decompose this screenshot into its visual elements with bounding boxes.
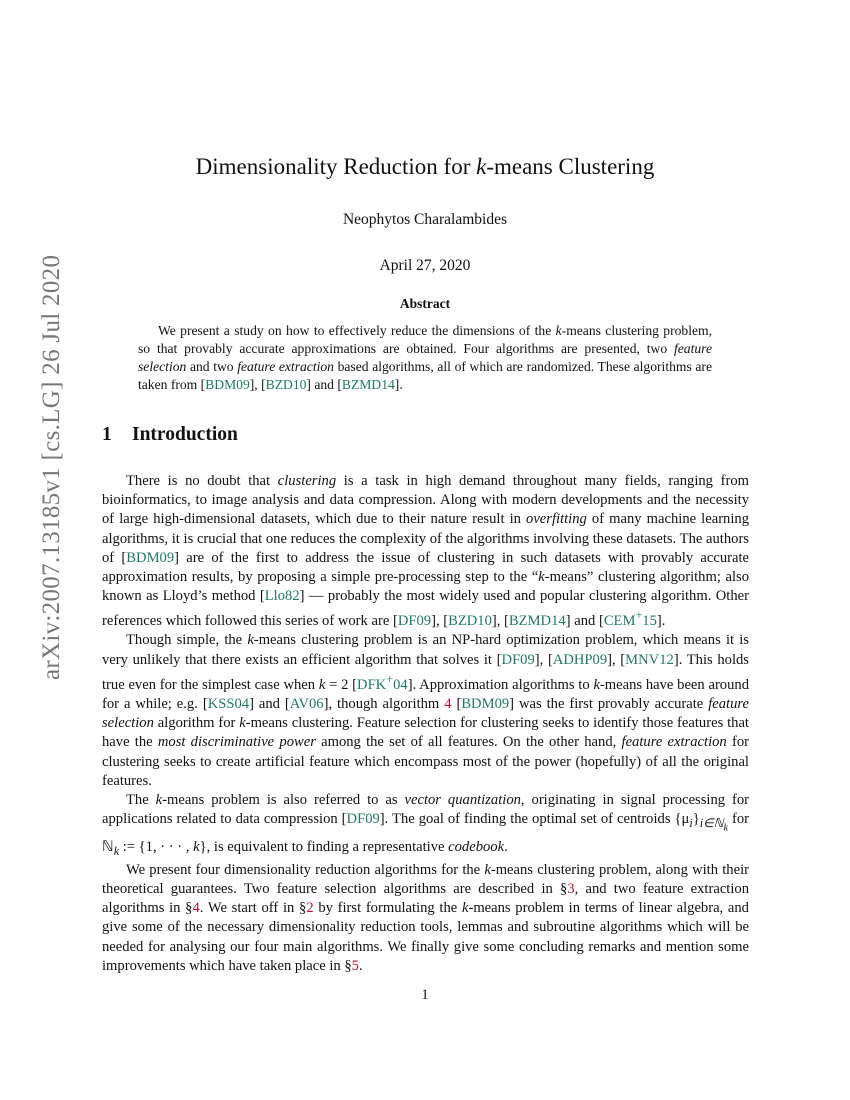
page-number: 1 bbox=[421, 987, 429, 1003]
citation-link[interactable]: BDM09 bbox=[205, 377, 250, 392]
author: Neophytos Charalambides bbox=[342, 211, 507, 228]
paragraph: Though simple, the k-means clustering problem is an NP-hard optimization problem, which means it is very unlikely that there exists an efficient algorithm that solves it [DF09], [ADHP09], [MNV12]. This holds true even for the simplest case when k = 2 [DFK+04]. Approximation algorithms to k-means have been around for a while; e.g. [KSS04] and [AV06], though algorithm 4 [BDM09] was the first provably accurate feature selection algorithm for k-means clustering. Feature selection for clustering seeks to identify those features that have the most discriminative power among the set of all features. On the other hand, feature extraction for clustering seeks to create artificial feature which encompass most of the power (hopefully) of all the original features. bbox=[102, 632, 749, 789]
citation-link[interactable]: DF09 bbox=[346, 811, 380, 828]
abstract-text: We present a study on how to effectively reduce the dimensions of the k-means clustering problem, so that provably accurate approximations are obtained. Four algorithms are presented, two feature selection and two feature extraction based algorithms, all of which are randomized. These algorithms are taken from [BDM09], [BZD10] and [BZMD14]. bbox=[138, 323, 712, 392]
math-index-set: ℕ$_k$ := {1, · · · , k} bbox=[102, 838, 207, 858]
citation-link[interactable]: BZD10 bbox=[448, 613, 492, 630]
citation-link[interactable]: BZMD14 bbox=[508, 613, 566, 630]
citation-link[interactable]: BZMD14 bbox=[341, 377, 395, 392]
citation-link[interactable]: AV06 bbox=[289, 695, 324, 712]
citation-link[interactable]: BZD10 bbox=[265, 377, 307, 392]
cross-reference-link[interactable]: 5 bbox=[351, 957, 359, 974]
cross-reference-link[interactable]: 3 bbox=[567, 881, 575, 898]
cross-reference-link[interactable]: 4 bbox=[444, 695, 452, 712]
citation-link[interactable]: DFK+04 bbox=[357, 671, 408, 693]
paragraph: There is no doubt that clustering is a task in high demand throughout many fields, ranging from bioinformatics, to image analysis and data compression. Along with modern developments and the necessity of large high-dimensional datasets, which due to their nature result in overfitting of many machine learning algorithms, it is crucial that one reduces the complexity of the algorithms involving these datasets. The authors of [BDM09] are of the first to address the issue of clustering in such datasets with provably accurate approximation results, by proposing a simple pre-processing step to the “k-means” clustering algorithm; also known as Lloyd’s method [Llo82] — probably the most widely used and popular clustering algorithm. Other references which followed this series of work are [DF09], [BZD10], [BZMD14] and [CEM+15]. bbox=[102, 473, 750, 630]
paper-title: Dimensionality Reduction for k-means Clustering bbox=[195, 154, 655, 179]
cross-reference-link[interactable]: 4 bbox=[192, 900, 200, 917]
paragraph: The k-means problem is also referred to as vector quantization, originating in signal processing for applications related to data compression [DF09]. The goal of finding the optimal set of centroids $\{\mu_i\}_{i\in ℕ_k}$ for ℕ$_k$ := {1, · · · , k}, is equivalent to finding a representative codebook. bbox=[102, 791, 750, 858]
abstract-heading: Abstract bbox=[399, 296, 451, 311]
citation-link[interactable]: DF09 bbox=[397, 613, 432, 630]
citation-link[interactable]: BDM09 bbox=[126, 549, 175, 566]
citation-link[interactable]: MNV12 bbox=[625, 651, 674, 668]
citation-link[interactable]: CEM+15 bbox=[603, 608, 657, 630]
citation-link[interactable]: KSS04 bbox=[207, 695, 250, 712]
arxiv-sidebar: arXiv:2007.13185v1 [cs.LG] 26 Jul 2020 bbox=[38, 254, 65, 680]
cross-reference-link[interactable]: 2 bbox=[306, 900, 314, 917]
date: April 27, 2020 bbox=[379, 257, 471, 274]
citation-link[interactable]: BDM09 bbox=[461, 695, 510, 712]
section-heading: 1 Introduction bbox=[102, 424, 238, 445]
math-centroids: $\{\mu_i\}_{i\in ℕ_k}$ bbox=[674, 811, 728, 834]
citation-link[interactable]: DF09 bbox=[501, 651, 535, 668]
paragraph: We present four dimensionality reduction algorithms for the k-means clustering problem, along with their theoretical guarantees. Two feature selection algorithms are described in §3, and two feature extraction algorithms in §4. We start off in §2 by first formulating the k-means problem in terms of linear algebra, and give some of the necessary dimensionality reduction tools, lemmas and subroutine algorithms which will be needed for analysing our four main algorithms. We finally give some concluding remarks and mention some improvements which have taken place in §5. bbox=[102, 861, 749, 974]
citation-link[interactable]: ADHP09 bbox=[552, 651, 608, 668]
intro-body bbox=[102, 472, 749, 976]
citation-link[interactable]: Llo82 bbox=[264, 588, 300, 605]
